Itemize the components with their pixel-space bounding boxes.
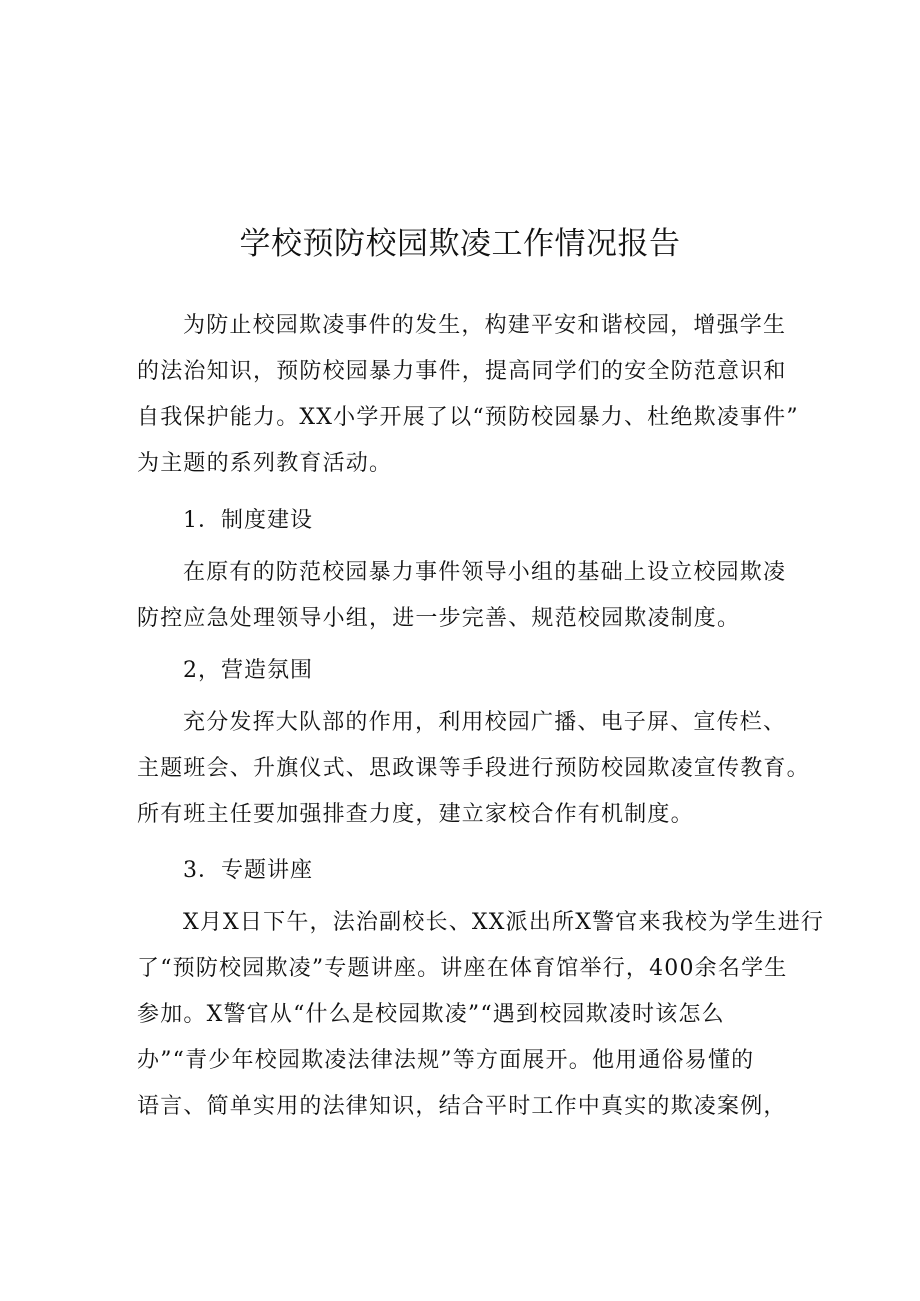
intro-line: 为防止校园欺凌事件的发生，构建平安和谐校园，增强学生 (183, 313, 787, 338)
document-title: 学校预防校园欺凌工作情况报告 (239, 226, 681, 262)
section-line: 办”“青少年校园欺凌法律法规”等方面展开。他用通俗易懂的 (137, 1048, 755, 1073)
section-line: X月X日下午，法治副校长、XX派出所X警官来我校为学生进行 (183, 910, 825, 935)
section-line: 防控应急处理领导小组，进一步完善、规范校园欺凌制度。 (137, 606, 741, 631)
section-heading: 2，营造氛围 (183, 658, 313, 683)
intro-line: 的法治知识，预防校园暴力事件，提高同学们的安全防范意识和 (137, 359, 787, 384)
section-heading: 1．制度建设 (183, 508, 313, 533)
intro-line: 自我保护能力。XX小学开展了以“预防校园暴力、杜绝欺凌事件” (137, 405, 799, 430)
section-line: 语言、简单实用的法律知识，结合平时工作中真实的欺凌案例， (137, 1094, 787, 1119)
intro-line: 为主题的系列教育活动。 (137, 451, 393, 476)
section-line: 充分发挥大队部的作用，利用校园广播、电子屏、宣传栏、 (183, 710, 787, 735)
section-line: 在原有的防范校园暴力事件领导小组的基础上设立校园欺凌 (183, 560, 787, 585)
section-line: 主题班会、升旗仪式、思政课等手段进行预防校园欺凌宣传教育。 (137, 756, 810, 781)
section-line: 参加。X警官从“什么是校园欺凌”“遇到校园欺凌时该怎么 (137, 1002, 725, 1027)
section-heading: 3．专题讲座 (183, 858, 313, 883)
section-line: 了“预防校园欺凌”专题讲座。讲座在体育馆举行，400余名学生 (137, 956, 788, 981)
section-line: 所有班主任要加强排查力度，建立家校合作有机制度。 (137, 802, 694, 827)
